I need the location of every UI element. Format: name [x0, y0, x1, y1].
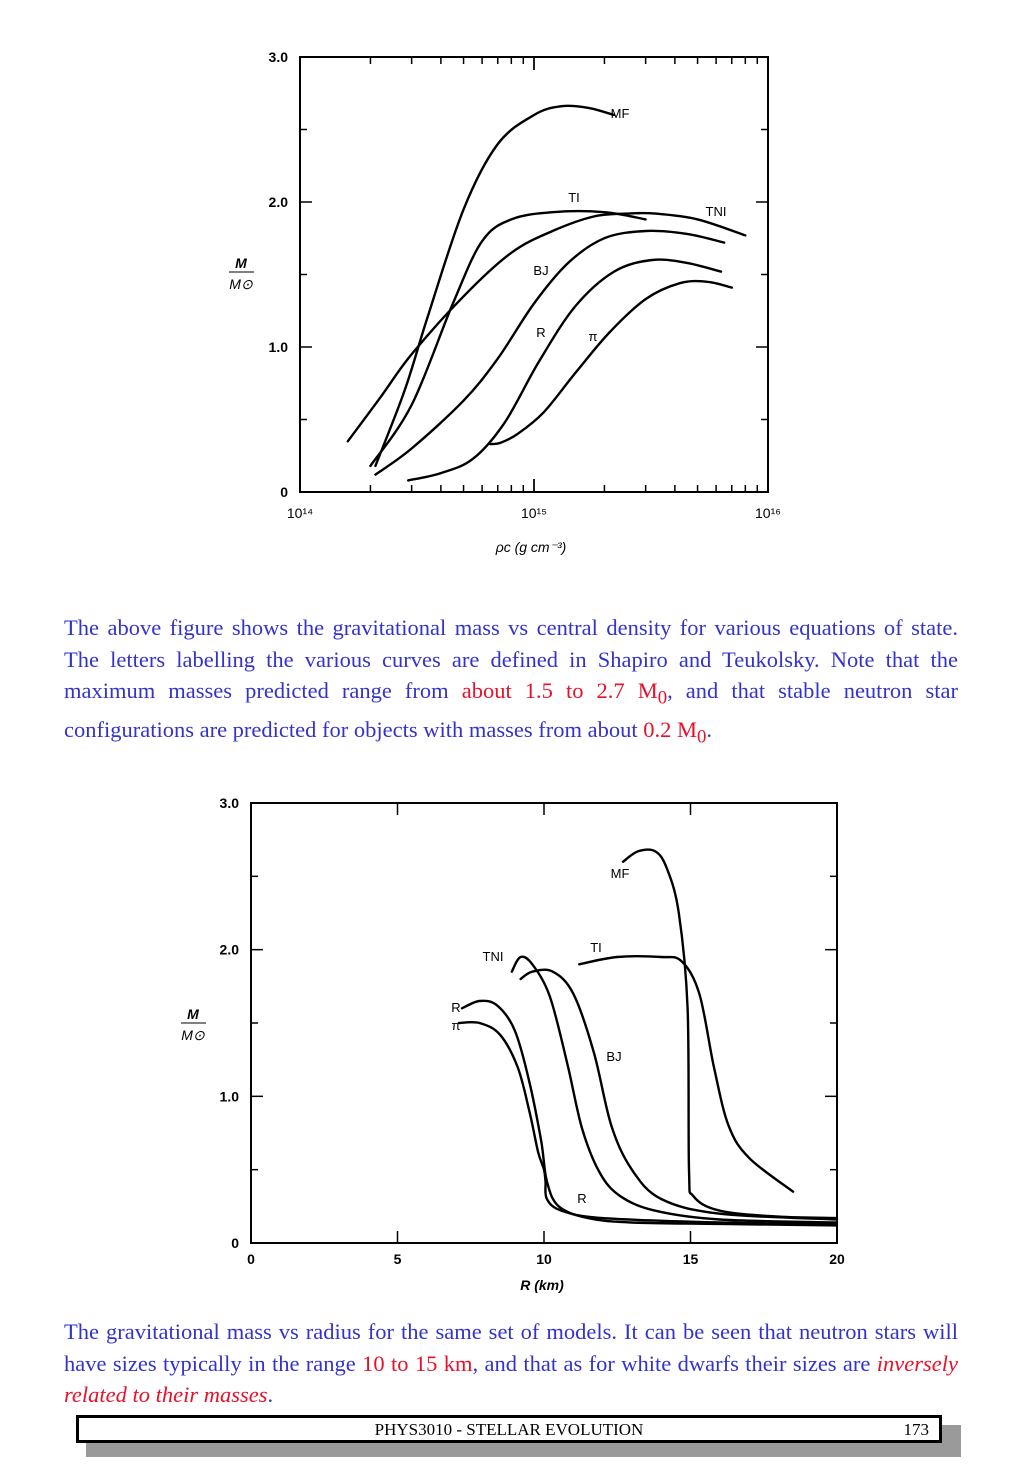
series-label: R	[536, 325, 546, 340]
p2-inverse-relation: inversely related to their masses	[64, 1350, 958, 1407]
p2-text-b: , and that as for white dwarfs their sizes are	[472, 1350, 877, 1376]
series-label: MF	[610, 866, 630, 881]
x-tick-label: 10¹⁴	[286, 505, 314, 521]
series-label: MF	[610, 106, 630, 121]
x-axis-label: R (km)	[520, 1277, 564, 1293]
series-label: BJ	[606, 1049, 622, 1064]
p1-text-a: The above figure shows the gravitational mass vs central density for various equations of state. The letters labelling the various curves are defined in Shapiro and Teukolsky. Note that the maximum masses predicted range from	[64, 615, 958, 703]
y-tick-label: 2.0	[219, 941, 239, 958]
series-label-R-lower: R	[577, 1191, 587, 1206]
y-axis-label-top: M	[235, 255, 247, 271]
p2-text-a: The gravitational mass vs radius for the same set of models. It can be seen that neutron stars will have sizes typically in the range	[64, 1319, 958, 1376]
x-tick-label: 0	[247, 1251, 255, 1267]
series-label: π	[588, 329, 598, 344]
x-tick-label: 20	[829, 1251, 845, 1267]
y-tick-label: 1.0	[219, 1088, 239, 1105]
y-tick-label: 0	[280, 484, 288, 500]
series-label: R	[451, 1000, 461, 1015]
series-label: BJ	[533, 263, 549, 278]
series-line	[408, 260, 721, 481]
series-line	[459, 1022, 837, 1224]
p1-text-b: , and that stable neutron star configurations are predicted for objects with masses from about	[64, 678, 958, 742]
x-tick-label: 10	[536, 1251, 552, 1267]
series-line	[348, 213, 746, 441]
page-number: 173	[903, 1420, 929, 1439]
series-line	[512, 957, 837, 1223]
paragraph-density	[64, 612, 958, 764]
series-label: TNI	[482, 949, 504, 964]
p1-min-mass: 0.2 $M_0$	[643, 717, 707, 748]
series-line	[490, 281, 732, 444]
series-label: π	[451, 1018, 461, 1033]
paragraph-radius	[64, 1316, 958, 1411]
y-tick-label: 1.0	[268, 339, 288, 355]
series-line	[623, 850, 837, 1218]
x-axis-label: ρc (g cm⁻³)	[495, 539, 567, 555]
x-tick-label: 10¹⁵	[520, 505, 548, 521]
x-tick-label: 5	[393, 1251, 402, 1267]
p1-text-c: .	[706, 717, 712, 742]
series-label: TI	[590, 940, 602, 955]
footer-title: PHYS3010 - STELLAR EVOLUTION	[374, 1420, 644, 1439]
series-line	[521, 970, 837, 1220]
y-axis-label-top: M	[187, 1006, 199, 1022]
series-line	[375, 106, 614, 466]
y-axis-label-bottom: M⊙	[181, 1027, 205, 1043]
y-tick-label: 2.0	[268, 194, 288, 210]
series-label: TNI	[705, 204, 727, 219]
series-label: TI	[568, 190, 580, 205]
p2-text-c: .	[267, 1382, 274, 1407]
y-tick-label: 3.0	[268, 49, 288, 65]
page-footer	[76, 1415, 942, 1443]
x-tick-label: 10¹⁶	[755, 505, 781, 521]
density-chart	[229, 49, 781, 555]
x-tick-label: 15	[682, 1251, 699, 1267]
radius-chart	[181, 795, 845, 1293]
y-tick-label: 3.0	[219, 795, 239, 811]
y-axis-label-bottom: M⊙	[229, 276, 253, 292]
p1-mass-range: about 1.5 to 2.7 $M_0$	[461, 678, 668, 709]
y-tick-label: 0	[231, 1235, 239, 1251]
series-line	[375, 231, 724, 475]
p2-size-range: 10 to 15 km	[362, 1350, 473, 1376]
